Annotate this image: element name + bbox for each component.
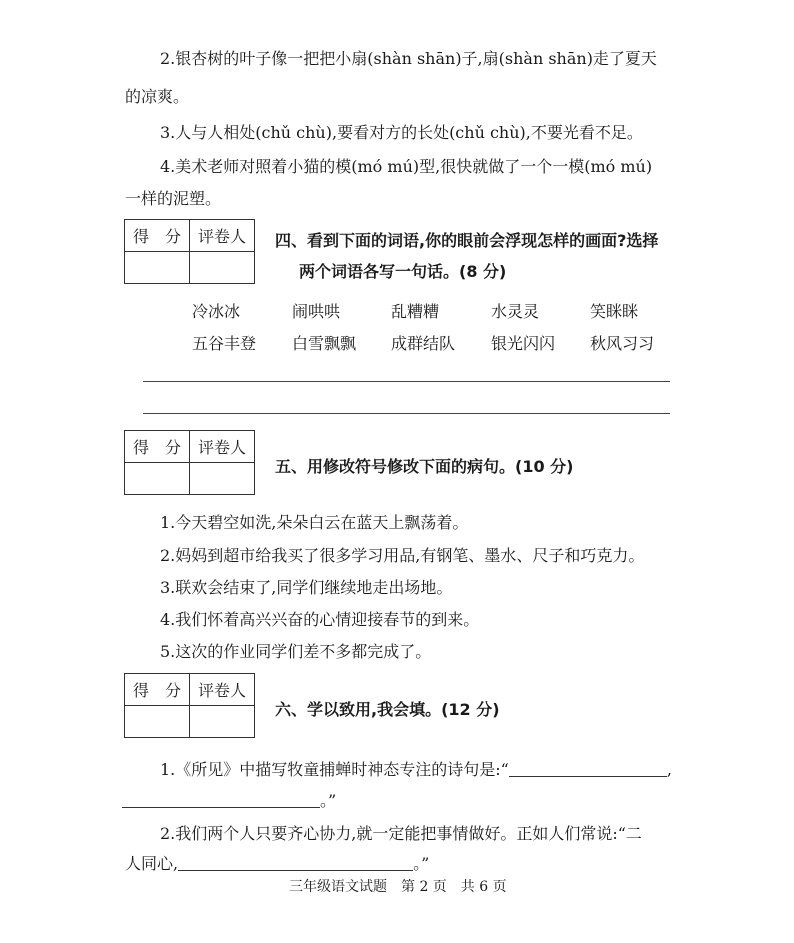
grader-label: 评卷人 <box>190 431 255 463</box>
s6-item2-end: 。” <box>413 854 430 873</box>
score-label: 得 分 <box>125 674 190 706</box>
word-item: 冷冰冰 <box>192 302 241 321</box>
s5-item: 2.妈妈到超市给我买了很多学习用品,有钢笔、墨水、尺子和巧克力。 <box>160 546 645 565</box>
grader-cell[interactable] <box>190 252 255 284</box>
s3-item4-line2: 一样的泥塑。 <box>125 189 222 208</box>
section4-title-line1: 四、看到下面的词语,你的眼前会浮现怎样的画面?选择 <box>275 231 659 250</box>
s3-item2-line1: 2.银杏树的叶子像一把把小扇(shàn shān)子,扇(shàn shān)走了夏天 <box>160 49 657 68</box>
score-cell[interactable] <box>125 252 190 284</box>
score-box-5 <box>124 430 255 495</box>
section5-title: 五、用修改符号修改下面的病句。(10 分) <box>275 457 574 476</box>
s6-item2-prefix: 人同心, <box>125 854 179 873</box>
s6-item1-line1 <box>160 757 672 780</box>
grader-label: 评卷人 <box>190 674 255 706</box>
score-box-4 <box>124 219 255 284</box>
s5-item: 1.今天碧空如洗,朵朵白云在蓝天上飘荡着。 <box>160 513 469 532</box>
fill-blank[interactable] <box>122 791 320 808</box>
fill-blank[interactable] <box>509 760 667 777</box>
word-item: 闹哄哄 <box>292 302 341 321</box>
score-box-6 <box>124 673 255 738</box>
s6-item1-end: 。” <box>320 791 337 810</box>
answer-line[interactable] <box>143 413 670 414</box>
score-cell[interactable] <box>125 706 190 738</box>
answer-line[interactable] <box>143 381 670 382</box>
s5-item: 4.我们怀着高兴兴奋的心情迎接春节的到来。 <box>160 610 480 629</box>
section6-title: 六、学以致用,我会填。(12 分) <box>275 700 500 719</box>
page-footer: 三年级语文试题 第 2 页 共 6 页 <box>289 879 507 895</box>
section4-title-line2: 两个词语各写一句话。(8 分) <box>299 262 507 281</box>
grader-cell[interactable] <box>190 706 255 738</box>
word-item: 白雪飘飘 <box>292 334 357 353</box>
word-item: 五谷丰登 <box>192 334 257 353</box>
word-item: 成群结队 <box>391 334 456 353</box>
score-label: 得 分 <box>125 220 190 252</box>
grader-cell[interactable] <box>190 463 255 495</box>
s5-item: 5.这次的作业同学们差不多都完成了。 <box>160 642 432 661</box>
s6-item1-line2 <box>122 788 336 811</box>
word-item: 笑眯眯 <box>590 302 639 321</box>
s3-item2-line2: 的凉爽。 <box>125 87 190 106</box>
word-item: 银光闪闪 <box>491 334 556 353</box>
s5-item: 3.联欢会结束了,同学们继续地走出场地。 <box>160 578 453 597</box>
s6-item2-line2 <box>125 851 429 874</box>
s6-item1-prefix: 1.《所见》中描写牧童捕蝉时神态专注的诗句是:“ <box>160 760 509 779</box>
fill-blank[interactable] <box>178 854 413 871</box>
grader-label: 评卷人 <box>190 220 255 252</box>
word-item: 乱糟糟 <box>391 302 440 321</box>
s3-item4-line1: 4.美术老师对照着小猫的模(mó mú)型,很快就做了一个一模(mó mú) <box>160 157 653 176</box>
word-item: 水灵灵 <box>491 302 540 321</box>
s6-item2-line1: 2.我们两个人只要齐心协力,就一定能把事情做好。正如人们常说:“二 <box>160 824 642 843</box>
s3-item3: 3.人与人相处(chǔ chù),要看对方的长处(chǔ chù),不要光看不足。 <box>160 123 643 142</box>
score-label: 得 分 <box>125 431 190 463</box>
word-item: 秋风习习 <box>590 334 655 353</box>
s6-item1-comma: , <box>666 760 672 779</box>
score-cell[interactable] <box>125 463 190 495</box>
